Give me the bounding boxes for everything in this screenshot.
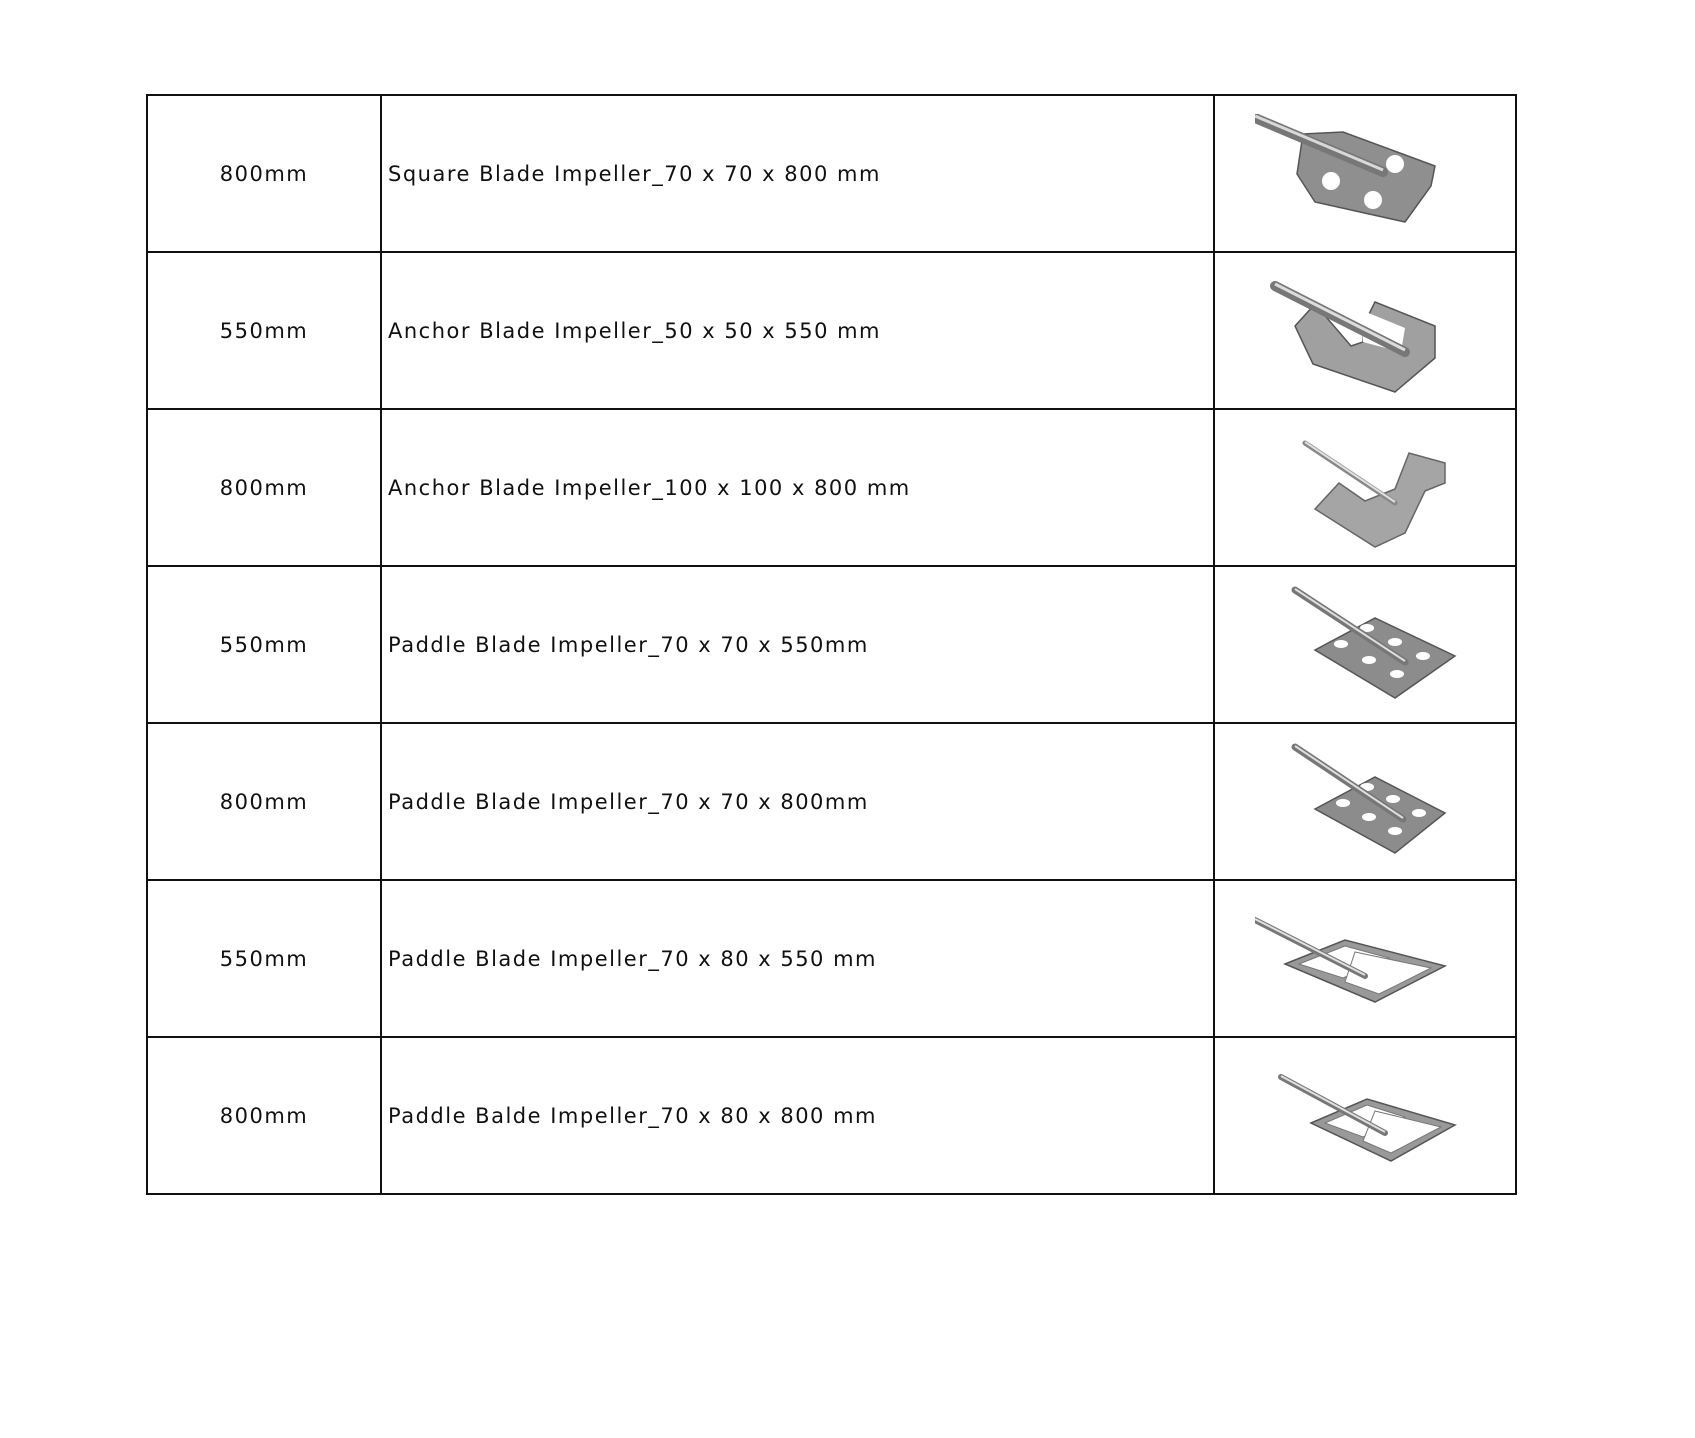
anchor-blade-impeller-icon (1255, 423, 1475, 553)
image-cell (1214, 723, 1516, 880)
table-row (147, 95, 1516, 252)
description-cell: Paddle Blade Impeller_70 x 70 x 550mm (381, 566, 1214, 723)
description-cell: Anchor Blade Impeller_100 x 100 x 800 mm (381, 409, 1214, 566)
image-cell (1214, 1037, 1516, 1194)
table-row (147, 252, 1516, 409)
table-row (147, 723, 1516, 880)
image-cell (1214, 409, 1516, 566)
table-row (147, 1037, 1516, 1194)
image-cell (1214, 566, 1516, 723)
description-cell: Square Blade Impeller_70 x 70 x 800 mm (381, 95, 1214, 252)
size-cell: 800mm (147, 95, 381, 252)
frame-paddle-impeller-icon (1255, 894, 1475, 1024)
size-cell: 800mm (147, 409, 381, 566)
description-cell: Anchor Blade Impeller_50 x 50 x 550 mm (381, 252, 1214, 409)
square-blade-impeller-icon (1255, 114, 1475, 234)
size-cell: 550mm (147, 566, 381, 723)
size-cell: 550mm (147, 252, 381, 409)
size-cell: 800mm (147, 723, 381, 880)
anchor-blade-impeller-icon (1255, 266, 1475, 396)
size-cell: 800mm (147, 1037, 381, 1194)
perforated-paddle-impeller-icon (1255, 737, 1475, 867)
table-row (147, 409, 1516, 566)
image-cell (1214, 252, 1516, 409)
table-row (147, 566, 1516, 723)
image-cell (1214, 95, 1516, 252)
frame-paddle-impeller-icon (1255, 1051, 1475, 1181)
table-row (147, 880, 1516, 1037)
impeller-table (146, 94, 1517, 1195)
description-cell: Paddle Blade Impeller_70 x 80 x 550 mm (381, 880, 1214, 1037)
description-cell: Paddle Balde Impeller_70 x 80 x 800 mm (381, 1037, 1214, 1194)
size-cell: 550mm (147, 880, 381, 1037)
image-cell (1214, 880, 1516, 1037)
description-cell: Paddle Blade Impeller_70 x 70 x 800mm (381, 723, 1214, 880)
perforated-paddle-impeller-icon (1255, 580, 1475, 710)
